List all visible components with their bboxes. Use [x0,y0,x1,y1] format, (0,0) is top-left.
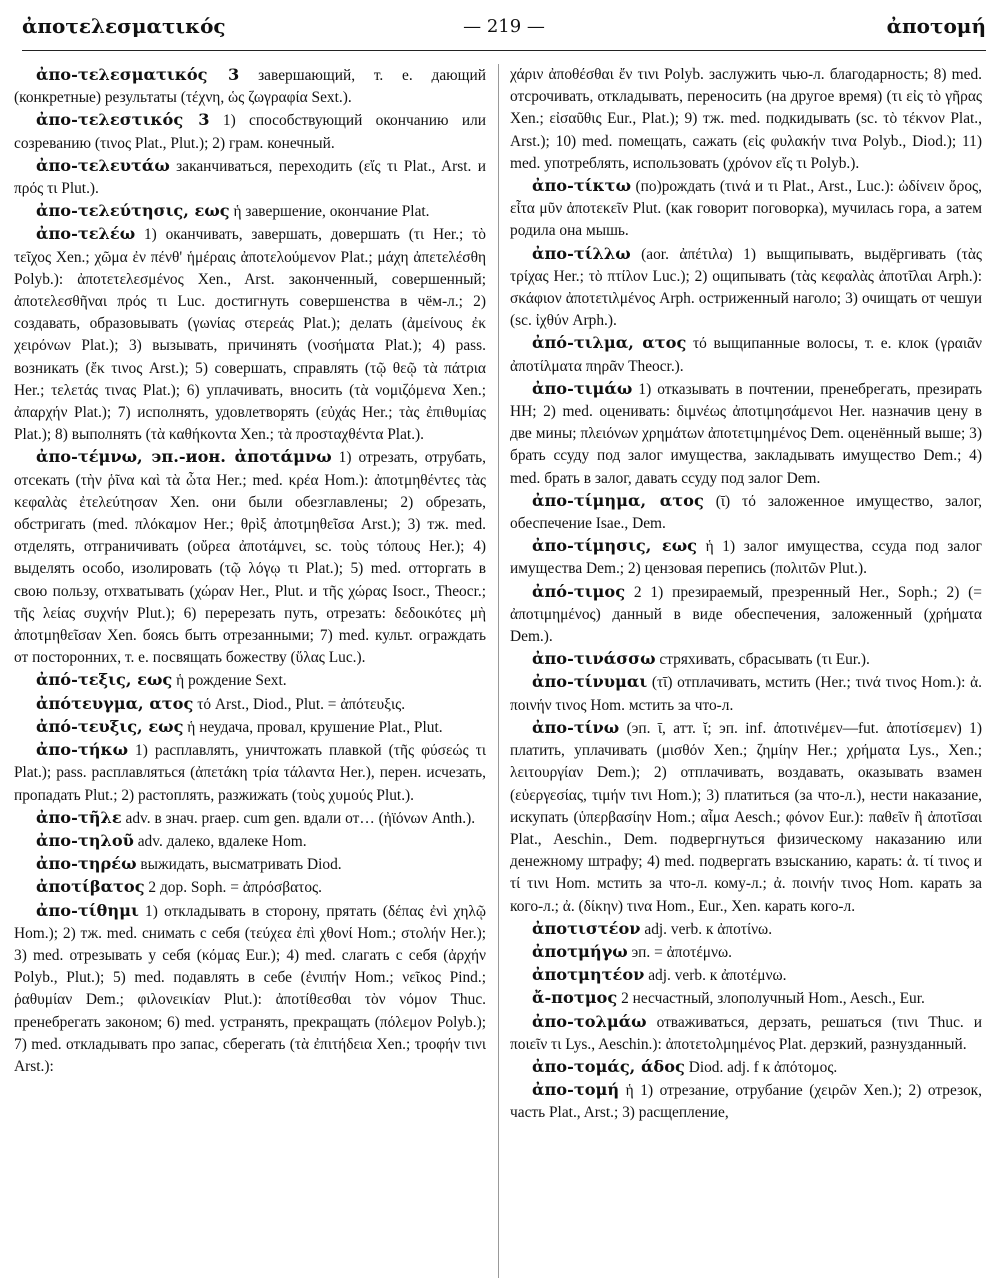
dictionary-entry [510,717,982,918]
entry-definition: 1) отрезать, отрубать, отсекать (τὴν ῥῖνα καὶ τὰ ὦτα Her.; med. κρέα Hom.): ἀποτμηθέντες τὰς κεφαλὰς ἐτελεύτησαν Xen. они были обезглавлены; 2) обрезать, обстригать (med. πλόκαμον Her.; θρὶξ ἀποτμηθεῖσα Arst.); 3) тж. med. отделять, отграничивать (οὔρεα ἀποτάμνει, sc. τοὺς τόπους Her.); 4) выделять особо, изолировать (τῷ λόγῳ τι Plat.); 5) med. отторгать в свою пользу, отхватывать (χώραν Her., Plut. и τῆς χώρας Isocr., Theocr.; τῆς λείας συχνήν Plut.); 6) перерезать путь, отрезать: δεδοικότες μὴ ἀποτμηθεῖσαν Xen. боясь быть отрезанными; 7) med. культ. ограждать от посторонних, т. е. посвящать божеству (ὕλας Luc.). [14,449,486,667]
dictionary-entry [14,223,486,446]
dictionary-entry [14,807,486,830]
entry-headword: ἀπο-τίμημα, ατος [532,490,704,510]
entry-headword: ἀπο-τέμνω, эп.-ион. ἀποτάμνω [36,447,332,467]
entry-headword: ἀπο-τομή [532,1080,620,1100]
dictionary-entry [14,876,486,899]
entry-definition: (ῑ) τό заложенное имущество, залог, обеспечение Isae., Dem. [510,492,982,533]
entry-headword: ἀπο-τελεύτησις, εως [36,201,230,221]
entry-definition: (эп. ῑ, атт. ῐ; эп. inf. ἀποτινέμεν—fut. ἀποτίσεμεν) 1) платить, уплачивать (μισθόν Xen.; ζημίην Her.; χρήματα Lys., Xen.; λειτουργίαν Dem.); 2) отплачивать, воздавать, оказывать взамен (εὐεργεσίας, τιμήν τινι Hom.); 3) платиться (за что-л.), нести наказание, искупать (ὑπερβασίην Hom.; αἷμα Aesch.; φόνον Eur.): παθεῖν ἢ ἀποτῖσαι Plat., Aeschin., Dem. подвергнуться физическому наказанию или денежному штрафу; 4) med. подвергать взысканию, карать: ἀ. τί τινος и τί τινι Hom. мстить за что-л. кому-л.; ἀ. ποινήν τινος Hom. карать за кого-л.; ἀ. (δίκην) τινα Hom., Eur., Xen. карать кого-л. [510,719,982,915]
entry-definition: ἡ рождение Sext. [172,672,287,690]
dictionary-entry [510,987,982,1010]
entry-definition: 2 несчастный, злополучный Hom., Aesch., Eur. [617,990,925,1008]
left-column [14,64,486,1278]
entry-definition: τό Arst., Diod., Plut. = ἀπότευξις. [193,695,406,713]
dictionary-entry [510,671,982,716]
dictionary-entry [510,1079,982,1124]
dictionary-entry [14,900,486,1079]
entry-definition: adv. в знач. praep. cum gen. вдали от… (ἠϊόνων Anth.). [121,809,476,827]
dictionary-entry [510,490,982,535]
dictionary-entry [510,175,982,243]
entry-headword: ἀποτμήγω [532,941,628,961]
dictionary-entry [14,716,486,739]
header-right-headword: ἀποτομή [886,14,986,38]
entry-definition: 1) откладывать в сторону, прятать (δέπας ἐνὶ χηλῷ Hom.); 2) тж. med. снимать с себя (τεύχεα ἐπὶ χθονί Hom.; στολήν Her.); 3) med. отрезывать у себя (κόμας Eur.); 4) med. слагать с себя (ἀρχήν Polyb., Plut.); 5) med. подавлять в себе (ἐνιπήν Hom.; νεῖκος Pind.; ῥαθυμίαν Dem.; φιλονεικίαν Plut.): ἀποτίθεσθαι τὸν νόμον Thuc. пренебрегать законом; 6) med. устранять, прекращать (πόλεμον Polyb.); 7) med. откладывать про запас, сберегать (τὰ ἐπιτήδεια Xen.; τροφήν τινι Arst.): [14,902,486,1075]
entry-headword: ἀπό-τιμος [532,581,626,601]
entry-headword: ἀπο-τολμάω [532,1011,647,1031]
entry-definition: (τῑ) отплачивать, мстить (Her.; τινά τινος Hom.): ἀ. ποινήν τινος Hom. мстить за что-л. [510,674,982,714]
entry-headword: ἀπο-τιμάω [532,378,633,398]
entry-definition: 1) расплавлять, уничтожать плавкой (τῆς φύσεώς τι Plat.); pass. расплавляться (ἀπετάκη τρία τάλαντα Her.), перен. исчезать, пропадать Plut.; 2) растоплять, разжижать (τοὺς χυμούς Plut.). [14,742,486,804]
entry-headword: ἀπό-τιλμα, ατος [532,333,687,353]
entry-headword: ἀπο-τελευτάω [36,155,170,175]
dictionary-entry [510,964,982,987]
entry-headword: ἀπο-τίκτω [532,176,631,196]
entry-definition: 2 1) презираемый, презренный Her., Soph.; 2) (= ἀποτιμημένος) данный в виде обеспечения, заложенный (χρήματα Dem.). [510,583,982,646]
entry-headword: ἀποτμητέον [532,965,645,985]
entry-definition: заканчиваться, переходить (εἴς τι Plat., Arst. и πρός τι Plut.). [14,157,486,198]
entry-headword: ἀποτίβατος [36,877,145,897]
entry-definition: завершающий, т. е. дающий (конкретные) результаты (τέχνη, ὡς ζωγραφία Sext.). [14,67,486,107]
entry-headword: ἀπο-τίθημι [36,900,139,920]
entry-definition: Diod. adj. f к ἀπότομος. [684,1058,838,1076]
entry-definition: τό выщипанные волосы, т. е. клок (γραιᾶν ἀποτίλματα πηρᾶν Theocr.). [510,335,982,375]
entry-headword: ἀπο-τήκω [36,740,129,760]
column-divider [498,64,499,1278]
dictionary-entry [14,693,486,716]
entry-definition: 1) оканчивать, завершать, довершать (τι Her.; τὸ τεῖχος Xen.; χῶμα ἐν πένθ' ἡμέραις ἀποτελούμενον Plat.; μάχη ἀπετελέσθη Polyb.): ἀποτετελεσμένος Xen., Arst. законченный, совершенный; ἀποτελεσθῆναι πρός τι Luc. достигнуть совершенства в чём-л.; 2) создавать, образовывать (γωνίας στερεάς Plat.); делать (ἀμείνους ἐκ χειρόνων Plat.); 3) вызывать, причинять (νοσήματα Plat.); 4) pass. возникать (ἔκ τινος Arst.); 5) совершать, справлять (τῷ θεῷ τὰ πάτρια Her.; τελετάς τινας Plat.); 6) уплачивать, вносить (τὰ νομιζόμενα Xen.; ἀπαρχήν Plat.); 7) исполнять, удовлетворять (εὐχάς Her.; τὰς ἐπιθυμίας Plat.); 8) выполнять (τὰ καθήκοντα Xen.; τὰ προσταχθέντα Plat.). [14,226,486,444]
dictionary-entry [510,332,982,377]
entry-headword: ἀπο-τελεσματικός 3 [36,65,240,84]
entry-definition: 1) отказывать в почтении, пренебрегать, презирать HH; 2) med. оценивать: διμνέως ἀποτιμησάμενοι Her. назначив цену в две мины; πλειόνων χρημάτων ἀποτετιμημένος Dem. оценённый выше; 3) брать ссуду под залог имущества, закладывать имущество Dem.; 4) med. брать в залог, давать ссуду под залог Dem. [510,380,982,487]
entry-definition: отваживаться, дерзать, решаться (τινι Thuc. и ποιεῖν τι Lys., Aeschin.): ἀποτετολμημένος Plat. дерзкий, разнузданный. [510,1013,982,1053]
dictionary-entry [14,739,486,807]
header-left-headword: ἀποτελεσματικός [22,14,226,38]
entry-headword: ἀπότευγμα, ατος [36,693,194,713]
entry-definition: ἡ 1) отрезание, отрубание (χειρῶν Xen.); 2) отрезок, часть Plat., Arst.; 3) расщепление, [510,1082,982,1122]
entry-definition: adj. verb. к ἀποτίνω. [640,920,773,938]
entry-definition: 2 дор. Soph. = ἀπρόσβατος. [144,879,322,897]
entry-definition: 1) способствующий окончанию или созреванию (τινος Plat., Plut.); 2) грам. конечный. [14,112,486,152]
dictionary-entry [14,64,486,109]
entry-definition: adj. verb. к ἀποτέμνω. [644,967,787,985]
dictionary-entry [14,853,486,876]
dictionary-entry [14,109,486,154]
entry-headword: ἀπο-τῆλε [36,807,122,827]
page-header [22,12,986,46]
entry-headword: ἀπο-τίνω [532,717,620,737]
entry-headword: ἀπο-τηρέω [36,854,137,874]
dictionary-entry [14,155,486,200]
dictionary-entry [510,378,982,490]
entry-headword: ἀπο-τελέω [36,224,136,244]
page-number: — 219 — [463,16,545,37]
right-column [510,64,982,1278]
entry-definition: ἡ неудача, провал, крушение Plat., Plut. [183,718,443,736]
entry-headword: ἀποτιστέον [532,918,641,938]
entry-definition: χάριν ἀποθέσθαι ἔν τινι Polyb. заслужить чью-л. благодарность; 8) med. отсрочивать, откладывать, переносить (на другое время) (τι εἰς τὸ γῆρας Xen.; εἰσαῦθις Eur., Plat.); 9) тж. med. подкидывать (sc. τὸ τέκνον Plat., Arst.); 10) med. помещать, сажать (εἰς φυλακήν τινα Polyb., Diod.); 11) med. употреблять, использовать (χρόνον εἴς τι Polyb.). [510,66,982,172]
entry-definition: стряхивать, сбрасывать (τι Eur.). [655,651,870,669]
entry-headword: ἀπο-τίλλω [532,243,631,263]
header-rule [22,50,986,51]
entry-headword: ἀπο-τομάς, άδος [532,1056,685,1076]
dictionary-entry [510,535,982,580]
entry-definition: (aor. ἀπέτιλα) 1) выщипывать, выдёргивать (τὰς τρίχας Her.; τὸ πτίλον Luc.); 2) ощипывать (τὰς κεφαλὰς ἀποτῖλαι Arph.): σκάφιον ἀποτετιλμένος Arph. остриженный наголо; 3) очищать от чешуи (sc. ἰχθύν Arph.). [510,245,982,330]
entry-definition: adv. далеко, вдалеке Hom. [133,832,307,850]
dictionary-entry [14,446,486,669]
entry-headword: ἀπο-τίμησις, εως [532,536,697,556]
dictionary-entry [510,648,982,671]
dictionary-entry [510,243,982,333]
dictionary-entry [510,1011,982,1056]
entry-headword: ἄ-ποτμος [532,988,618,1008]
entry-headword: ἀπό-τεξις, εως [36,670,173,690]
entry-headword: ἀπο-τελεστικός 3 [36,110,210,130]
entry-definition: ἡ завершение, окончание Plat. [229,203,430,221]
dictionary-entry [14,200,486,223]
dictionary-entry [510,64,982,175]
dictionary-entry [510,941,982,964]
dictionary-entry [14,830,486,853]
entry-definition: (по)рождать (τινά и τι Plat., Arst., Luc.): ὠδίνειν ὄρος, εἶτα μῦν ἀποτεκεῖν Plut. (как говорит поговорка), мучилась гора, а затем родила она мышь. [510,178,982,240]
entry-headword: ἀπο-τινάσσω [532,649,656,669]
entry-headword: ἀπο-τίνυμαι [532,672,648,692]
entry-definition: эп. = ἀποτέμνω. [627,943,732,961]
entry-definition: выжидать, высматривать Diod. [136,856,342,874]
dictionary-entry [510,581,982,649]
entry-headword: ἀπο-τηλοῦ [36,830,134,850]
dictionary-entry [510,1056,982,1079]
entry-headword: ἀπό-τευξις, εως [36,716,184,736]
dictionary-entry [14,669,486,692]
dictionary-entry [510,918,982,941]
entry-definition: ἡ 1) залог имущества, ссуда под залог имущества Dem.; 2) цензовая перепись (πολιτῶν Plut.). [510,538,982,578]
